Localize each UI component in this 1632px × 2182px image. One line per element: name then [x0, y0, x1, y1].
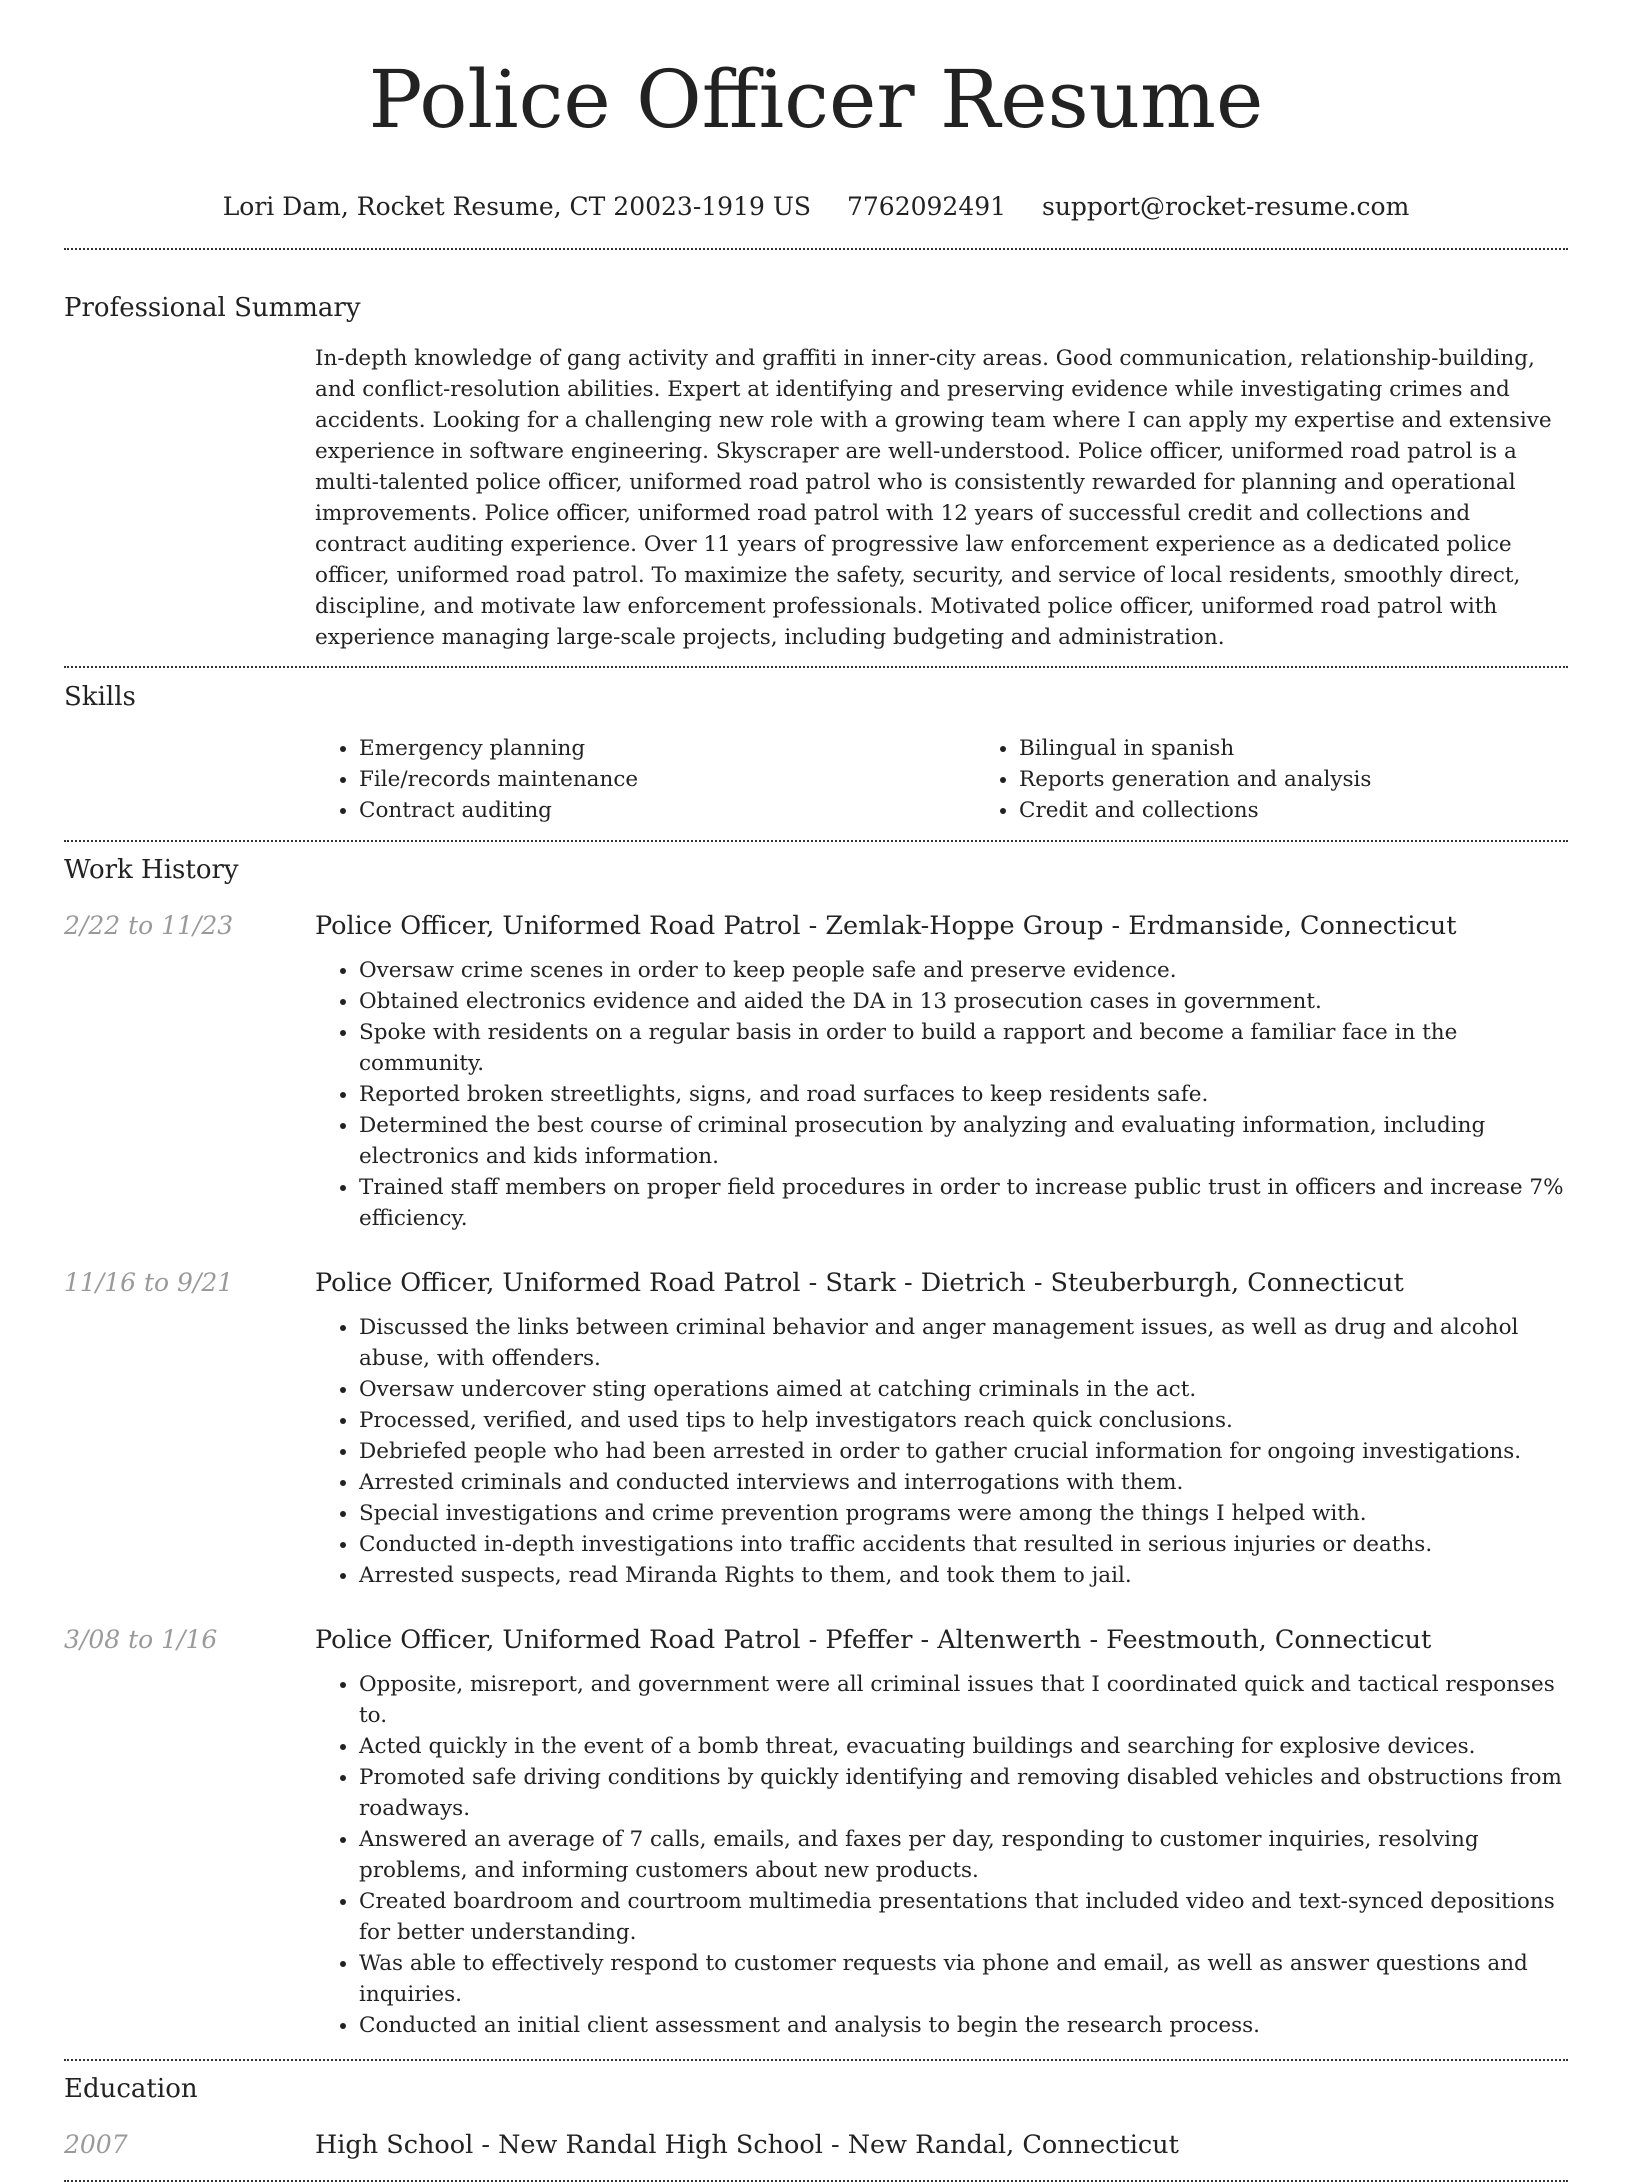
- job-bullet: • Special investigations and crime prevention programs were among the things I helped with.: [359, 1498, 1568, 1529]
- job-bullet: • Conducted in-depth investigations into traffic accidents that resulted in serious injuries or deaths.: [359, 1529, 1568, 1560]
- job-bullet: • Trained staff members on proper field procedures in order to increase public trust in officers and increase 7% efficiency.: [359, 1172, 1568, 1234]
- summary-heading: Professional Summary: [64, 293, 361, 323]
- job-bullet: • Acted quickly in the event of a bomb threat, evacuating buildings and searching for explosive devices.: [359, 1731, 1568, 1762]
- education-text: High School - New Randal High School - New Randal, Connecticut: [315, 2130, 1179, 2160]
- skills-heading: Skills: [64, 682, 136, 712]
- job-entry: [64, 1623, 1568, 1657]
- job-entry: [64, 909, 1568, 943]
- contact-address: Lori Dam, Rocket Resume, CT 20023-1919 US: [222, 192, 812, 221]
- job-entry: [64, 1266, 1568, 1300]
- education-year: 2007: [64, 2130, 128, 2159]
- skill-item: • Emergency planning: [359, 733, 975, 764]
- contact-email: support@rocket-resume.com: [1042, 192, 1410, 221]
- job-bullets: [315, 1312, 1568, 1591]
- job-bullet: • Spoke with residents on a regular basis in order to build a rapport and become a familiar face in the community.: [359, 1017, 1568, 1079]
- job-bullet: • Promoted safe driving conditions by quickly identifying and removing disabled vehicles and obstructions from roadways.: [359, 1762, 1568, 1824]
- job-title: Police Officer, Uniformed Road Patrol - Pfeffer - Altenwerth - Feestmouth, Connecticut: [315, 1625, 1432, 1655]
- skill-item: • Reports generation and analysis: [1019, 764, 1371, 795]
- skill-item: • File/records maintenance: [359, 764, 975, 795]
- education-heading: Education: [64, 2074, 198, 2104]
- contact-phone: 7762092491: [846, 192, 1007, 221]
- job-bullet: • Answered an average of 7 calls, emails, and faxes per day, responding to customer inquiries, resolving problems, and informing customers about new products.: [359, 1824, 1568, 1886]
- job-bullet: • Opposite, misreport, and government were all criminal issues that I coordinated quick and tactical responses to.: [359, 1669, 1568, 1731]
- job-bullet: • Obtained electronics evidence and aided the DA in 13 prosecution cases in government.: [359, 986, 1568, 1017]
- work-history-heading: Work History: [64, 855, 239, 885]
- divider: [64, 666, 1568, 668]
- skills-column-right: [975, 733, 1371, 826]
- job-bullets: [315, 955, 1568, 1234]
- job-bullet: • Conducted an initial client assessment and analysis to begin the research process.: [359, 2010, 1568, 2041]
- skill-item: • Credit and collections: [1019, 795, 1371, 826]
- job-bullet: • Reported broken streetlights, signs, and road surfaces to keep residents safe.: [359, 1079, 1568, 1110]
- skills-column-left: [315, 733, 975, 826]
- divider: [64, 840, 1568, 842]
- skill-item: • Contract auditing: [359, 795, 975, 826]
- job-title: Police Officer, Uniformed Road Patrol - Zemlak-Hoppe Group - Erdmanside, Connecticut: [315, 911, 1457, 941]
- summary-text: In-depth knowledge of gang activity and graffiti in inner-city areas. Good communication, relationship-building, and conflict-resolution abilities. Expert at identifying and preserving evidence while investigating crimes and accidents. Looking for a challenging new role with a growing team where I can apply my expertise and extensive experience in software engineering. Skyscraper are well-understood. Police officer, uniformed road patrol is a multi-talented police officer, uniformed road patrol who is consistently rewarded for planning and operational improvements. Police officer, uniformed road patrol with 12 years of successful credit and collections and contract auditing experience. Over 11 years of progressive law enforcement experience as a dedicated police officer, uniformed road patrol. To maximize the safety, security, and service of local residents, smoothly direct, discipline, and motivate law enforcement professionals. Motivated police officer, uniformed road patrol with experience managing large-scale projects, including budgeting and administration.: [315, 346, 1552, 650]
- job-bullet: • Arrested suspects, read Miranda Rights to them, and took them to jail.: [359, 1560, 1568, 1591]
- divider: [64, 2059, 1568, 2061]
- job-bullet: • Debriefed people who had been arrested in order to gather crucial information for ongoing investigations.: [359, 1436, 1568, 1467]
- job-bullet: • Oversaw crime scenes in order to keep people safe and preserve evidence.: [359, 955, 1568, 986]
- resume-title: Police Officer Resume: [368, 53, 1264, 146]
- job-bullet: • Determined the best course of criminal prosecution by analyzing and evaluating information, including electronics and kids information.: [359, 1110, 1568, 1172]
- job-bullet: • Discussed the links between criminal behavior and anger management issues, as well as drug and alcohol abuse, with offenders.: [359, 1312, 1568, 1374]
- education-entry: [64, 2128, 1568, 2162]
- skill-item: • Bilingual in spanish: [1019, 733, 1371, 764]
- job-dates: 3/08 to 1/16: [64, 1625, 218, 1654]
- skills-list: [315, 733, 1568, 826]
- job-dates: 2/22 to 11/23: [64, 911, 234, 940]
- job-title: Police Officer, Uniformed Road Patrol - Stark - Dietrich - Steuberburgh, Connecticut: [315, 1268, 1404, 1298]
- job-bullet: • Oversaw undercover sting operations aimed at catching criminals in the act.: [359, 1374, 1568, 1405]
- job-dates: 11/16 to 9/21: [64, 1268, 234, 1297]
- job-bullet: • Arrested criminals and conducted interviews and interrogations with them.: [359, 1467, 1568, 1498]
- job-bullets: [315, 1669, 1568, 2041]
- job-bullet: • Was able to effectively respond to customer requests via phone and email, as well as answer questions and inquiries.: [359, 1948, 1568, 2010]
- job-bullet: • Processed, verified, and used tips to help investigators reach quick conclusions.: [359, 1405, 1568, 1436]
- contact-line: [64, 190, 1568, 224]
- divider: [64, 248, 1568, 250]
- job-bullet: • Created boardroom and courtroom multimedia presentations that included video and text-synced depositions for better understanding.: [359, 1886, 1568, 1948]
